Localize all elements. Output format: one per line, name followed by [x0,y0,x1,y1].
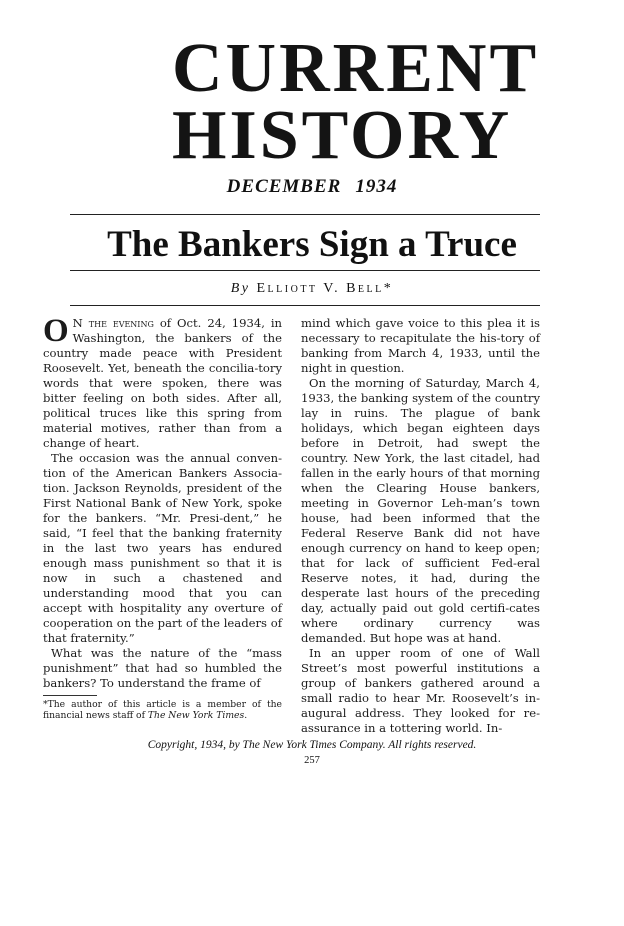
paragraph-4: mind which gave voice to this plea it is necessary to recapitulate the his-tory of banking from March 4, 1933, until the night in question. [301,316,540,375]
footnote-rule [43,695,97,696]
paragraph-5: On the morning of Saturday, March 4, 1933, the banking system of the country lay in ruins. The plague of bank holidays, which began eighteen days before in Detroit, had swept the country. New York, the last citadel, had fallen in the early hours of that morning when the Clearing House bankers, meeting in Governor Leh-man’s town house, had been informed that the Federal Reserve Bank did not have enough currency on hand to keep open; that for lack of sufficient Fed-eral Reserve notes, it had, during the desperate last hours of the preceding day, actually paid out gold certifi-cates where ordinary currency was demanded. But hope was at hand. [301,376,540,645]
body-column-left [43,313,283,721]
author-footnote [43,699,282,721]
masthead-history: HISTORY [172,97,513,174]
paragraph-2: The occasion was the annual conven-tion of the American Bankers Associa-tion. Jackson Reynolds, president of the First National Bank of New York, spoke for the bankers. “Mr. Presi-dent,” he said, “I feel that the banking fraternity in the last two years has endured enough mass punishment so that it is now in such a chastened and understanding mood that you can accept with hospitality any overture of cooperation on the part of the leaders of that fraternity.” [43,451,282,645]
footnote-newspaper: The New York Times [147,710,245,721]
footnote-text: *The author of this article is a member of the financial news staff of [43,699,282,721]
copyright-notice: Copyright, 1934, by The New York Times Company. All rights reserved. [147,739,477,751]
drop-cap: O [43,313,69,349]
issue-date [0,176,624,198]
issue-year: 1934 [355,176,398,197]
paragraph-3: What was the nature of the “mass punishment” that had so humbled the bankers? To understand the frame of [43,646,282,690]
byline-footnote-mark: * [383,281,394,296]
masthead-current: CURRENT [172,30,540,107]
byline-by: By [230,281,251,296]
issue-month: DECEMBER [226,176,342,197]
byline-author: Elliott V. Bell [256,281,384,296]
body-column-right [301,316,540,736]
rule-below-title [70,270,540,271]
byline [0,281,624,297]
rule-above-title [70,214,540,215]
paragraph-1-text: of Oct. 24, 1934, in Washington, the bankers of the country made peace with President Roosevelt. Yet, beneath the concilia-tory words that were spoken, there was bitter feeling on both sides. After all, political truces like this spring from material motives, rather than from a change of heart. [43,316,283,450]
paragraph-6: In an upper room of one of Wall Street’s most powerful institutions a group of bankers gathered around a small radio to hear Mr. Roosevelt’s in-augural address. They looked for re-assurance in a tottering world. In- [301,646,540,735]
paragraph-1 [43,313,283,451]
page-number: 257 [304,755,320,766]
article-title: The Bankers Sign a Truce [107,224,517,265]
footnote-end: . [244,710,248,721]
paragraph-1-lead: N the evening [72,316,154,330]
rule-above-body [70,305,540,306]
